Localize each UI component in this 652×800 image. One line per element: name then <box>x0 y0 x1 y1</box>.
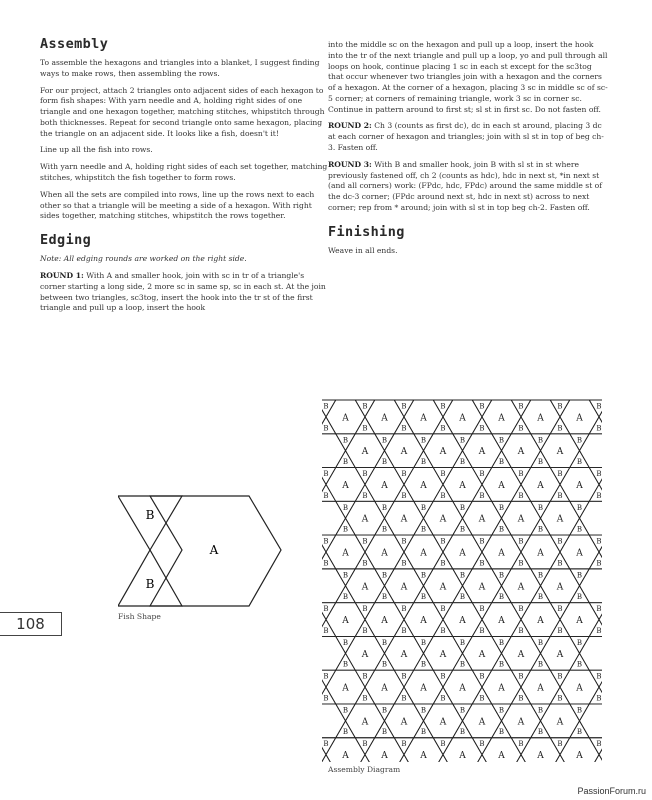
assembly-hexagon-label: A <box>342 548 349 559</box>
assembly-triangle-label: B <box>537 458 544 467</box>
assembly-triangle-label: B <box>596 605 602 614</box>
assembly-triangle-label: B <box>459 436 466 445</box>
assembly-triangle-label: B <box>498 593 505 602</box>
assembly-triangle <box>511 755 531 762</box>
assembly-triangle-label: B <box>596 559 602 568</box>
edging-heading: Edging <box>40 232 92 249</box>
assembly-triangle-label: B <box>596 491 602 500</box>
round-1-paragraph <box>40 271 330 314</box>
assembly-triangle-label: B <box>420 571 427 580</box>
assembly-triangle-label: B <box>479 491 485 500</box>
round-1-continued: into the middle sc on the hexagon and pull up a loop, insert the hook into the tr of the next triangle and pull up a loop, yo and pull through all loops on hook, continue placing 1 sc in each st except for the sc3tog that occur whenever two triangles join with a hexagon and the corners of a hexagon. At the corner of a hexagon, placing 3 sc in middle sc of sc-5 corner; at corners of remaining triangle, work 3 sc in corner sc. Continue in pattern around to first st; sl st in first sc. Do not fasten off. <box>328 40 608 114</box>
assembly-hexagon-label: A <box>381 413 388 424</box>
assembly-hexagon-label: A <box>478 582 486 593</box>
assembly-hexagon <box>580 636 603 670</box>
assembly-triangle-label: B <box>342 436 349 445</box>
assembly-triangle-label: B <box>381 728 388 737</box>
assembly-triangle-label: B <box>576 571 583 580</box>
assembly-hexagon-label: A <box>420 548 427 559</box>
assembly-hexagon-label: A <box>517 582 525 593</box>
assembly-triangle-label: B <box>576 728 583 737</box>
round-3-paragraph <box>328 160 608 214</box>
assembly-triangle-label: B <box>323 672 329 681</box>
assembly-triangle-label: B <box>401 672 407 681</box>
assembly-triangle-label: B <box>537 593 544 602</box>
fish-shape-caption: Fish Shape <box>118 612 161 621</box>
assembly-triangle-label: B <box>596 672 602 681</box>
assembly-triangle-label: B <box>401 626 407 635</box>
round-1-label: ROUND 1: <box>40 270 84 280</box>
assembly-triangle-label: B <box>342 593 349 602</box>
assembly-triangle-label: B <box>362 491 368 500</box>
round-2-text: Ch 3 (counts as first dc), dc in each st around, placing 3 dc at each corner of hexagon and triangles; join with sl st in top of beg ch-3. Fasten off. <box>328 121 604 153</box>
assembly-triangle-label: B <box>362 740 368 749</box>
assembly-triangle-label: B <box>537 660 544 669</box>
assembly-triangle-label: B <box>440 559 446 568</box>
assembly-hexagon-label: A <box>556 447 564 458</box>
assembly-triangle-label: B <box>557 491 563 500</box>
assembly-triangle-label: B <box>576 706 583 715</box>
assembly-triangle-label: B <box>518 694 524 703</box>
assembly-hexagon-label: A <box>361 582 369 593</box>
assembly-triangle-label: B <box>342 660 349 669</box>
assembly-hexagon-label: A <box>342 413 349 424</box>
assembly-triangle-label: B <box>342 458 349 467</box>
assembly-hexagon-label: A <box>381 548 388 559</box>
assembly-hexagon-label: A <box>439 447 447 458</box>
assembly-triangle-label: B <box>537 503 544 512</box>
assembly-hexagon-label: A <box>400 447 408 458</box>
watermark: PassionForum.ru <box>577 786 646 796</box>
assembly-triangle-label: B <box>362 672 368 681</box>
assembly-triangle-label: B <box>323 424 329 433</box>
assembly-triangle-label: B <box>576 593 583 602</box>
assembly-hexagon-label: A <box>498 548 505 559</box>
assembly-triangle-label: B <box>401 537 407 546</box>
assembly-triangle-label: B <box>518 491 524 500</box>
assembly-triangle-label: B <box>323 740 329 749</box>
assembly-hexagon-label: A <box>576 751 583 762</box>
assembly-triangle-label: B <box>479 559 485 568</box>
assembly-triangle-label: B <box>342 503 349 512</box>
assembly-triangle-label: B <box>479 626 485 635</box>
assembly-triangle-label: B <box>420 593 427 602</box>
assembly-hexagon-label: A <box>420 751 427 762</box>
assembly-triangle-label: B <box>459 660 466 669</box>
assembly-triangle-label: B <box>576 436 583 445</box>
assembly-triangle-label: B <box>537 436 544 445</box>
assembly-hexagon-label: A <box>420 683 427 694</box>
round-1-text: With A and smaller hook, join with sc in tr of a triangle's corner starting a long side, 2 more sc in same sp, sc in each st. At the join between two triangles, sc3tog, insert the hook into the tr st of the first triangle and pull up a loop, insert the hook <box>40 270 326 313</box>
assembly-triangle-label: B <box>440 740 446 749</box>
assembly-triangle-label: B <box>576 660 583 669</box>
assembly-triangle-label: B <box>401 424 407 433</box>
assembly-hexagon-label: A <box>439 582 447 593</box>
assembly-triangle-label: B <box>440 537 446 546</box>
assembly-hexagon-label: A <box>537 548 544 559</box>
assembly-triangle-label: B <box>537 706 544 715</box>
assembly-hexagon-label: A <box>400 649 408 660</box>
round-2-label: ROUND 2: <box>328 121 372 131</box>
assembly-hexagon-label: A <box>498 751 505 762</box>
assembly-triangle-label: B <box>596 537 602 546</box>
assembly-triangle-label: B <box>576 638 583 647</box>
assembly-hexagon <box>580 704 603 738</box>
assembly-triangle-label: B <box>401 491 407 500</box>
assembly-diagram-caption: Assembly Diagram <box>328 765 401 774</box>
assembly-triangle-label: B <box>518 470 524 479</box>
assembly-triangle-label: B <box>479 470 485 479</box>
assembly-triangle-label: B <box>401 605 407 614</box>
finishing-text: Weave in all ends. <box>328 245 398 255</box>
assembly-triangle-label: B <box>401 559 407 568</box>
assembly-triangle-label: B <box>342 571 349 580</box>
assembly-hexagon-label: A <box>576 480 583 491</box>
assembly-triangle-label: B <box>537 571 544 580</box>
assembly-triangle-label: B <box>518 537 524 546</box>
page-number: 108 <box>0 612 62 636</box>
assembly-triangle-label: B <box>557 626 563 635</box>
assembly-triangle-label: B <box>459 503 466 512</box>
assembly-hexagon-label: A <box>381 751 388 762</box>
left-column <box>40 36 330 320</box>
assembly-hexagon-label: A <box>459 751 466 762</box>
assembly-triangle-label: B <box>557 424 563 433</box>
assembly-hexagon-label: A <box>420 413 427 424</box>
assembly-triangle <box>472 755 492 762</box>
assembly-hexagon-label: A <box>439 514 447 525</box>
assembly-hexagon-label: A <box>361 717 369 728</box>
assembly-triangle-label: B <box>596 424 602 433</box>
assembly-hexagon-label: A <box>459 683 466 694</box>
assembly-triangle-label: B <box>557 559 563 568</box>
assembly-diagram <box>322 396 602 762</box>
assembly-triangle-label: B <box>557 740 563 749</box>
assembly-hexagon <box>580 434 603 468</box>
round-3-text: With B and smaller hook, join B with sl st in st where previously fastened off, ch 2 (counts as hdc), hdc in next st, *in next st (and all corners) work: (FPdc, hdc, FPdc) around the same middle st of the dc-3 corner; (FPdc around next st, hdc in next st) across to next corner; rep from * around; join with sl st in top beg ch-2. Fasten off. <box>328 159 603 212</box>
assembly-triangle-label: B <box>557 470 563 479</box>
assembly-triangle-label: B <box>576 458 583 467</box>
fish-triangle-top-label: B <box>145 508 155 522</box>
assembly-triangle-label: B <box>362 402 368 411</box>
assembly-triangle-label: B <box>362 605 368 614</box>
assembly-triangle-label: B <box>440 694 446 703</box>
assembly-hexagon-label: A <box>342 751 349 762</box>
assembly-triangle-label: B <box>420 728 427 737</box>
assembly-triangle-label: B <box>381 458 388 467</box>
assembly-triangle-label: B <box>342 525 349 534</box>
assembly-triangle-label: B <box>498 660 505 669</box>
assembly-paragraph-4: With yarn needle and A, holding right sides of each set together, matching stitches, whipstitch the fish together to form rows. <box>40 162 328 183</box>
assembly-triangle-label: B <box>459 593 466 602</box>
assembly-triangle-label: B <box>479 402 485 411</box>
assembly-triangle-label: B <box>596 694 602 703</box>
assembly-paragraph-2: For our project, attach 2 triangles onto adjacent sides of each hexagon to form fish shapes: With yarn needle and A, holding right sides of one triangle and one hexagon together, matching stitches, whipstitch through both thicknesses. Repeat for second triangle onto same hexagon, placing the triangle on an adjacent side. It looks like a fish, doesn't it! <box>40 85 325 138</box>
assembly-triangle-label: B <box>323 402 329 411</box>
assembly-triangle-label: B <box>479 537 485 546</box>
assembly-hexagon <box>580 501 603 535</box>
assembly-triangle-label: B <box>498 458 505 467</box>
assembly-triangle-label: B <box>498 728 505 737</box>
assembly-hexagon-label: A <box>381 480 388 491</box>
assembly-hexagon-label: A <box>556 717 564 728</box>
assembly-triangle-label: B <box>323 694 329 703</box>
assembly-hexagon-label: A <box>459 480 466 491</box>
assembly-triangle-label: B <box>459 525 466 534</box>
assembly-triangle-label: B <box>576 525 583 534</box>
assembly-hexagon-label: A <box>576 548 583 559</box>
assembly-triangle-label: B <box>323 491 329 500</box>
assembly-hexagon-label: A <box>517 717 525 728</box>
assembly-triangle-label: B <box>479 694 485 703</box>
right-column <box>328 40 608 263</box>
assembly-hexagon-label: A <box>576 683 583 694</box>
assembly-triangle-label: B <box>557 402 563 411</box>
assembly-hexagon-label: A <box>400 514 408 525</box>
assembly-hexagon-label: A <box>576 616 583 627</box>
assembly-triangle-label: B <box>381 638 388 647</box>
assembly-hexagon-label: A <box>439 717 447 728</box>
assembly-triangle-label: B <box>381 660 388 669</box>
assembly-triangle-label: B <box>381 503 388 512</box>
assembly-paragraph-5: When all the sets are compiled into rows, line up the rows next to each other so that a triangle will be meeting a side of a hexagon. With right sides together, matching stitches, whipstitch the rows together. <box>40 189 315 221</box>
assembly-hexagon-label: A <box>342 480 349 491</box>
assembly-triangle-label: B <box>518 402 524 411</box>
assembly-triangle-label: B <box>557 694 563 703</box>
assembly-triangle-label: B <box>498 525 505 534</box>
assembly-triangle-label: B <box>420 436 427 445</box>
assembly-hexagon-label: A <box>556 649 564 660</box>
assembly-paragraph-3: Line up all the fish into rows. <box>40 145 153 155</box>
assembly-triangle-label: B <box>401 470 407 479</box>
assembly-hexagon-label: A <box>459 413 466 424</box>
assembly-hexagon-label: A <box>420 480 427 491</box>
assembly-hexagon-label: A <box>459 616 466 627</box>
assembly-hexagon-label: A <box>537 616 544 627</box>
fish-triangle-top <box>118 496 182 550</box>
assembly-triangle-label: B <box>362 424 368 433</box>
assembly-triangle-label: B <box>479 605 485 614</box>
assembly-triangle-label: B <box>440 470 446 479</box>
assembly-triangle-label: B <box>323 470 329 479</box>
assembly-hexagon <box>580 569 603 603</box>
assembly-hexagon-label: A <box>478 717 486 728</box>
assembly-hexagon-label: A <box>361 649 369 660</box>
assembly-hexagon-label: A <box>478 447 486 458</box>
assembly-triangle-label: B <box>518 672 524 681</box>
assembly-triangle-label: B <box>323 626 329 635</box>
assembly-paragraph-1: To assemble the hexagons and triangles into a blanket, I suggest finding ways to make rows, then assembling the rows. <box>40 58 320 78</box>
assembly-hexagon-label: A <box>537 413 544 424</box>
assembly-triangle-label: B <box>537 728 544 737</box>
assembly-triangle-label: B <box>459 728 466 737</box>
assembly-hexagon-label: A <box>342 683 349 694</box>
assembly-hexagon-label: A <box>381 616 388 627</box>
assembly-hexagon-label: A <box>517 447 525 458</box>
assembly-triangle-label: B <box>498 706 505 715</box>
assembly-hexagon-label: A <box>498 480 505 491</box>
assembly-triangle-label: B <box>323 559 329 568</box>
assembly-triangle-label: B <box>518 605 524 614</box>
assembly-triangle-label: B <box>537 638 544 647</box>
assembly-triangle-label: B <box>518 424 524 433</box>
assembly-triangle-label: B <box>342 728 349 737</box>
assembly-hexagon-label: A <box>478 649 486 660</box>
assembly-triangle-label: B <box>362 470 368 479</box>
finishing-heading: Finishing <box>328 223 405 240</box>
assembly-triangle-label: B <box>342 638 349 647</box>
assembly-triangle <box>550 755 570 762</box>
assembly-triangle-label: B <box>596 402 602 411</box>
assembly-hexagon-label: A <box>381 683 388 694</box>
assembly-triangle-label: B <box>362 626 368 635</box>
assembly-triangle-label: B <box>479 424 485 433</box>
assembly-triangle-label: B <box>459 706 466 715</box>
assembly-triangle-label: B <box>440 605 446 614</box>
assembly-hexagon-label: A <box>498 683 505 694</box>
assembly-triangle-label: B <box>362 694 368 703</box>
assembly-triangle-label: B <box>362 559 368 568</box>
assembly-triangle-label: B <box>401 740 407 749</box>
assembly-triangle-label: B <box>498 503 505 512</box>
assembly-hexagon-label: A <box>576 413 583 424</box>
assembly-triangle-label: B <box>576 503 583 512</box>
assembly-triangle-label: B <box>557 672 563 681</box>
assembly-hexagon-label: A <box>400 717 408 728</box>
assembly-triangle-label: B <box>440 626 446 635</box>
fish-hexagon-label: A <box>209 543 219 557</box>
round-3-label: ROUND 3: <box>328 159 372 169</box>
assembly-heading: Assembly <box>40 36 109 52</box>
assembly-hexagon-label: A <box>517 649 525 660</box>
fish-triangle-bottom-label: B <box>145 577 155 591</box>
assembly-triangle-label: B <box>459 458 466 467</box>
assembly-triangle-label: B <box>518 559 524 568</box>
assembly-triangle-label: B <box>401 694 407 703</box>
assembly-triangle-label: B <box>401 402 407 411</box>
assembly-triangle-label: B <box>440 672 446 681</box>
assembly-hexagon-label: A <box>498 413 505 424</box>
assembly-triangle-label: B <box>381 571 388 580</box>
assembly-hexagon-label: A <box>361 514 369 525</box>
assembly-triangle-label: B <box>420 638 427 647</box>
assembly-triangle-label: B <box>381 706 388 715</box>
assembly-triangle-label: B <box>420 503 427 512</box>
assembly-triangle <box>433 755 453 762</box>
assembly-hexagon-label: A <box>537 480 544 491</box>
assembly-triangle-label: B <box>440 491 446 500</box>
assembly-triangle-label: B <box>498 436 505 445</box>
assembly-triangle-label: B <box>323 537 329 546</box>
assembly-hexagon-label: A <box>556 582 564 593</box>
assembly-triangle-label: B <box>362 537 368 546</box>
assembly-hexagon-label: A <box>400 582 408 593</box>
assembly-hexagon-label: A <box>420 616 427 627</box>
assembly-hexagon-label: A <box>556 514 564 525</box>
fish-shape-diagram <box>118 492 288 610</box>
assembly-triangle-label: B <box>420 660 427 669</box>
assembly-hexagon-label: A <box>498 616 505 627</box>
assembly-triangle-label: B <box>557 537 563 546</box>
assembly-triangle-label: B <box>518 626 524 635</box>
assembly-triangle-label: B <box>498 571 505 580</box>
assembly-triangle-label: B <box>440 424 446 433</box>
assembly-hexagon-label: A <box>361 447 369 458</box>
assembly-triangle-label: B <box>381 436 388 445</box>
assembly-triangle-label: B <box>420 706 427 715</box>
assembly-triangle-label: B <box>342 706 349 715</box>
assembly-triangle-label: B <box>420 458 427 467</box>
assembly-triangle-label: B <box>557 605 563 614</box>
assembly-triangle-label: B <box>459 571 466 580</box>
assembly-hexagon-label: A <box>537 683 544 694</box>
assembly-triangle-label: B <box>440 402 446 411</box>
assembly-triangle-label: B <box>420 525 427 534</box>
assembly-triangle <box>355 755 375 762</box>
assembly-hexagon-label: A <box>537 751 544 762</box>
edging-note: Note: All edging rounds are worked on the right side. <box>40 254 247 264</box>
assembly-hexagon-label: A <box>459 548 466 559</box>
assembly-triangle <box>394 755 414 762</box>
assembly-triangle-label: B <box>498 638 505 647</box>
assembly-hexagon-label: A <box>478 514 486 525</box>
assembly-triangle <box>322 755 336 762</box>
assembly-triangle-label: B <box>479 740 485 749</box>
assembly-triangle-label: B <box>537 525 544 534</box>
assembly-triangle-label: B <box>459 638 466 647</box>
assembly-triangle-label: B <box>381 593 388 602</box>
assembly-triangle-label: B <box>518 740 524 749</box>
assembly-triangle-label: B <box>323 605 329 614</box>
assembly-hexagon-label: A <box>517 514 525 525</box>
round-2-paragraph <box>328 121 608 153</box>
assembly-hexagon-label: A <box>439 649 447 660</box>
assembly-hexagon-label: A <box>342 616 349 627</box>
assembly-triangle-label: B <box>596 626 602 635</box>
assembly-triangle-label: B <box>479 672 485 681</box>
assembly-triangle-label: B <box>381 525 388 534</box>
assembly-triangle-label: B <box>596 470 602 479</box>
assembly-triangle-label: B <box>596 740 602 749</box>
